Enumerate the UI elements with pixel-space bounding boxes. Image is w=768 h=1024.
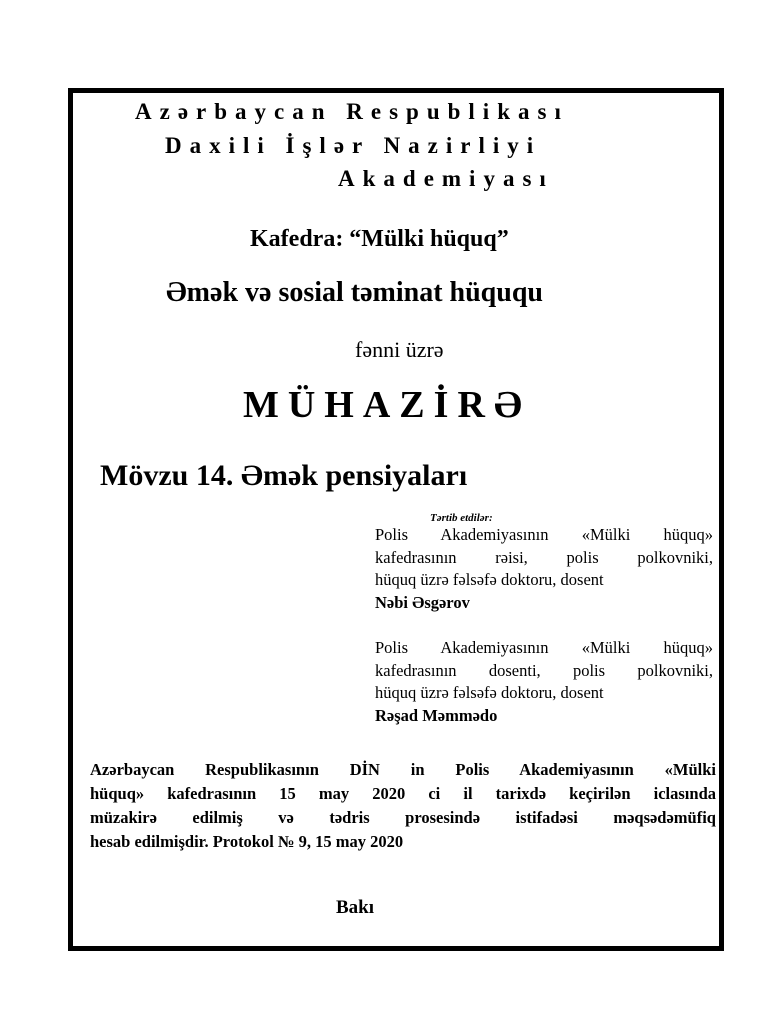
subject-title: Əmək və sosial təminat hüququ (166, 277, 543, 308)
author-line: kafedrasının dosenti, polis polkovniki, (375, 660, 713, 680)
institution-line-3: Akademiyası (338, 166, 554, 191)
city-label: Bakı (336, 897, 375, 918)
department-label: Kafedra: “Mülki hüquq” (250, 226, 509, 252)
author-line: Polis Akademiyasının «Mülki hüquq» (375, 525, 713, 544)
compiled-by-label: Tərtib etdilər: (430, 512, 493, 524)
institution-line-2: Daxili İşlər Nazirliyi (165, 133, 542, 158)
author-name: Rəşad Məmmədo (375, 705, 498, 725)
author-line: kafedrasının rəisi, polis polkovniki, (375, 547, 713, 567)
author-line: hüquq üzrə fəlsəfə doktoru, dosent (375, 570, 604, 589)
topic-heading: Mövzu 14. Əmək pensiyaları (100, 459, 468, 492)
approval-line: hüquq» kafedrasının 15 may 2020 ci il tarixdə keçirilən iclasında (90, 784, 716, 803)
author-name: Nəbi Əsgərov (375, 592, 470, 612)
approval-line: müzakirə edilmiş və tədris prosesində istifadəsi məqsədəmüfiq (90, 808, 716, 827)
author-line: hüquq üzrə fəlsəfə doktoru, dosent (375, 683, 604, 702)
subject-suffix: fənni üzrə (355, 337, 444, 362)
approval-line: hesab edilmişdir. Protokol № 9, 15 may 2020 (90, 832, 404, 851)
approval-paragraph (90, 758, 716, 854)
author-block (375, 524, 713, 614)
author-block (375, 637, 713, 727)
author-line: Polis Akademiyasının «Mülki hüquq» (375, 638, 713, 657)
institution-line-1: Azərbaycan Respublikası (135, 99, 569, 124)
document-title: MÜHAZİRƏ (243, 384, 531, 426)
approval-line: Azərbaycan Respublikasının DİN in Polis Akademiyasının «Mülki (90, 760, 716, 779)
